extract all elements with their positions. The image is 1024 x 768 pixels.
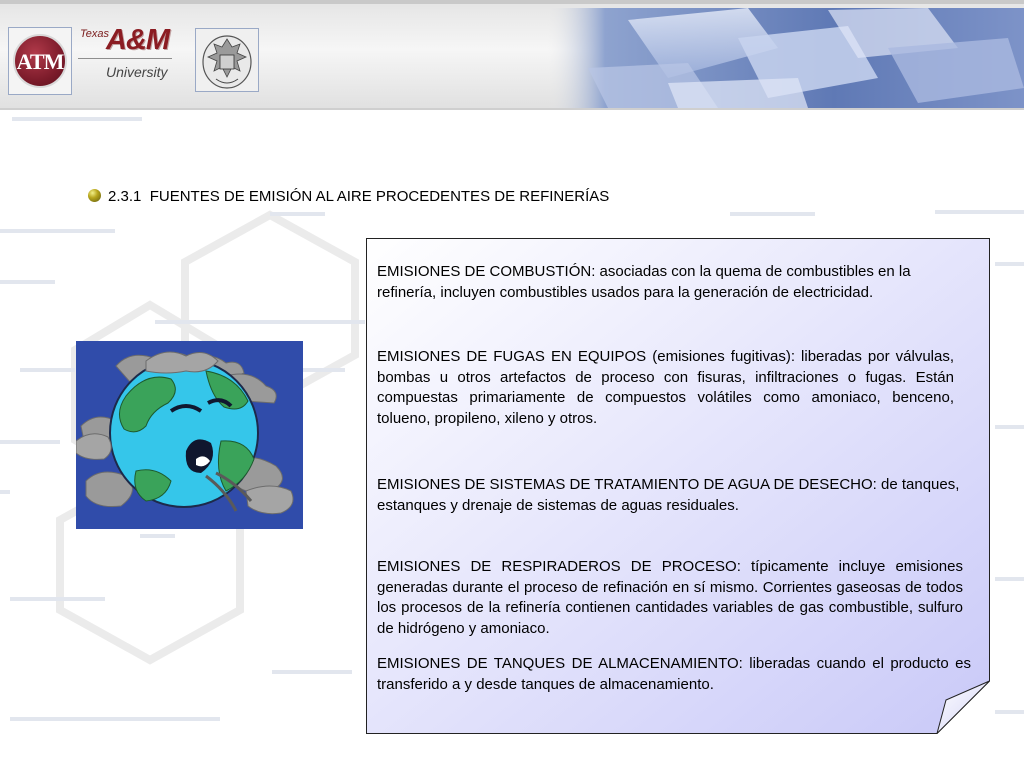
header-bottom-line	[0, 108, 1024, 110]
atm-logo-icon	[13, 34, 67, 88]
paragraph-body: de tanques, estanques y drenaje de sistemas de aguas residuales.	[377, 476, 960, 514]
paragraph-body: liberadas cuando el producto es transferido a y desde tanques de almacenamiento.	[377, 655, 971, 693]
paragraph-equipment-leaks	[377, 347, 954, 429]
logo-texas-text: Texas	[80, 28, 109, 40]
section-title-text: FUENTES DE EMISIÓN AL AIRE PROCEDENTES DE REFINERÍAS	[149, 188, 610, 205]
paragraph-process-vents	[377, 557, 963, 639]
header-banner	[0, 0, 1024, 110]
header-crystal-image	[548, 8, 1024, 108]
logo-divider	[78, 58, 172, 59]
sphere-bullet-icon	[88, 189, 101, 202]
atm-logo-text: ATM	[16, 49, 64, 74]
paragraph-heading: EMISIONES DE TANQUES DE ALMACENAMIENTO:	[377, 655, 743, 672]
atm-logo-box	[8, 27, 72, 95]
paragraph-combustion	[377, 262, 957, 303]
section-number: 2.3.1	[108, 188, 142, 205]
paragraph-body: (emisiones fugitivas): liberadas por válvulas, bombas u otros artefactos de proceso con fisuras, infiltraciones o fugas. Están compuestas primariamente de compuestos volátiles como amoniaco, benceno, tolueno, propileno, xileno y otros.	[377, 348, 955, 427]
seal-emblem-icon	[195, 28, 259, 92]
paragraph-heading: EMISIONES DE FUGAS EN EQUIPOS	[377, 348, 647, 365]
header-top-bar	[0, 0, 1024, 4]
paragraph-wastewater	[377, 475, 967, 516]
paragraph-heading: EMISIONES DE COMBUSTIÓN	[377, 263, 592, 280]
content-card	[366, 238, 990, 734]
paragraph-body: típicamente incluye emisiones generadas durante el proceso de refinación en sí mismo. Corrientes gaseosas de todos los procesos de la refinería contienen cantidades variables de gas combustible, sulfuro de hidrógeno y amoniaco.	[377, 558, 963, 637]
paragraph-heading: EMISIONES DE RESPIRADEROS DE PROCESO:	[377, 558, 741, 575]
logo-university-text: University	[106, 64, 168, 80]
paragraph-storage-tanks	[377, 654, 971, 695]
paragraph-heading: EMISIONES DE SISTEMAS DE TRATAMIENTO DE AGUA DE DESECHO:	[377, 476, 877, 493]
section-title	[108, 188, 609, 205]
logo-am-text: A&M	[106, 24, 170, 56]
earth-sick-illustration	[76, 341, 303, 529]
paragraph-body: : asociadas con la quema de combustibles en la refinería, incluyen combustibles usados para la generación de electricidad.	[377, 263, 911, 301]
